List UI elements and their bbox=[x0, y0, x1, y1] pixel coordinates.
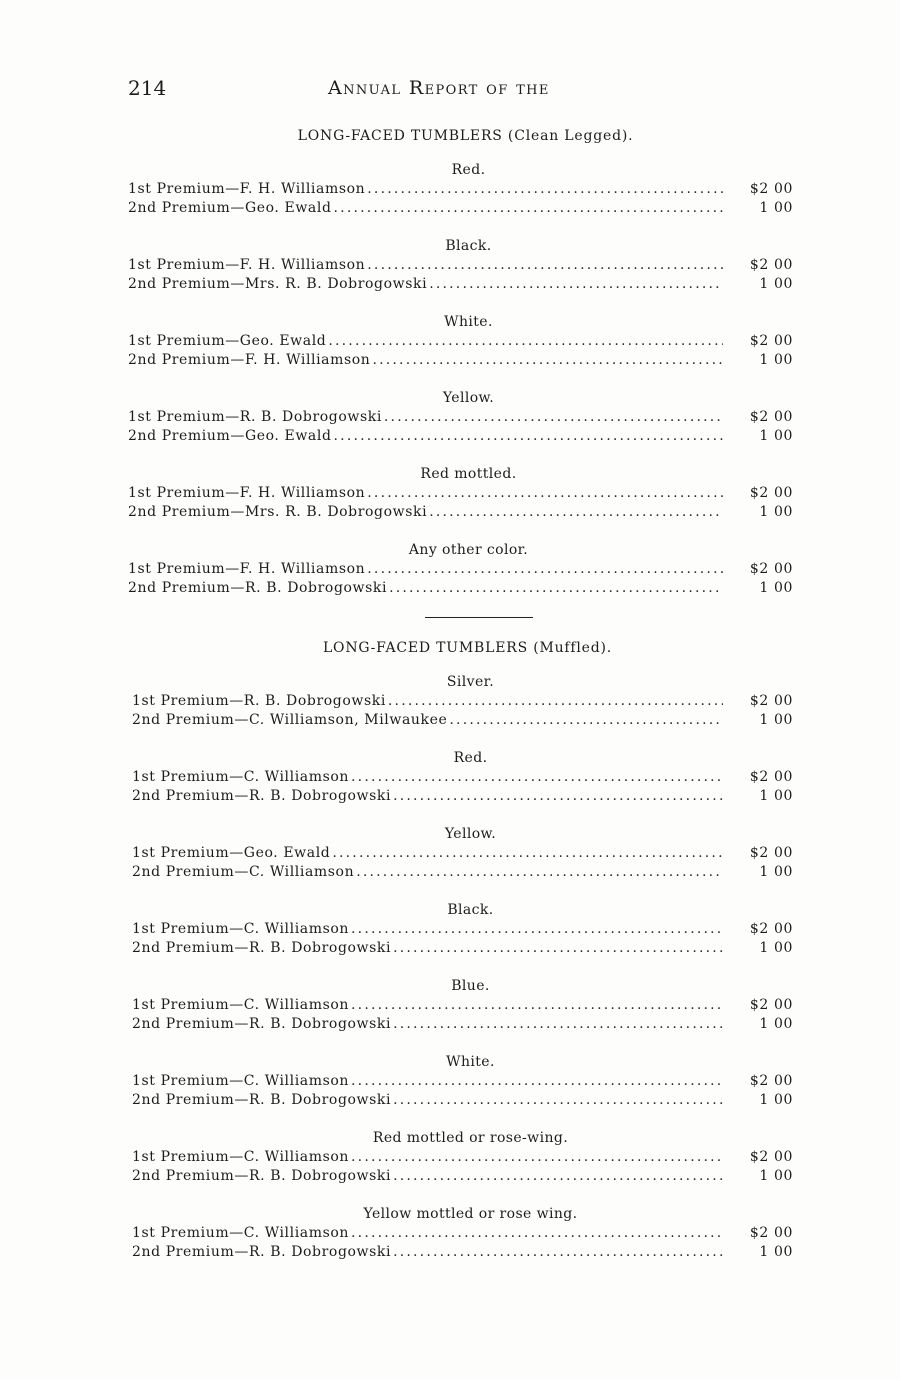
group-title: Yellow mottled or rose wing. bbox=[363, 1206, 578, 1222]
section-clean-legged bbox=[128, 128, 793, 598]
section-title: LONG-FACED TUMBLERS (Muffled). bbox=[322, 640, 613, 656]
dot-leader bbox=[328, 332, 723, 351]
premium-row bbox=[128, 351, 793, 370]
dot-leader bbox=[429, 275, 723, 294]
dot-leader bbox=[449, 711, 723, 730]
page-header bbox=[128, 76, 793, 102]
premium-amount: 1 00 bbox=[759, 352, 793, 368]
premium-amount: $2 00 bbox=[749, 333, 793, 349]
premium-row bbox=[132, 939, 793, 958]
premium-amount: $2 00 bbox=[749, 485, 793, 501]
report-page bbox=[128, 76, 793, 1281]
premium-amount: 1 00 bbox=[759, 1168, 793, 1184]
premium-label: 2nd Premium—C. Williamson bbox=[132, 864, 355, 880]
dot-leader bbox=[334, 199, 723, 218]
premium-label: 2nd Premium—Mrs. R. B. Dobrogowski bbox=[128, 276, 428, 292]
premium-amount: $2 00 bbox=[749, 561, 793, 577]
premium-amount: 1 00 bbox=[759, 276, 793, 292]
premium-row bbox=[128, 199, 793, 218]
premium-label: 1st Premium—F. H. Williamson bbox=[128, 257, 366, 273]
premium-amount: 1 00 bbox=[759, 712, 793, 728]
premium-amount: 1 00 bbox=[759, 788, 793, 804]
premium-row bbox=[132, 844, 793, 863]
dot-leader bbox=[334, 427, 723, 446]
premium-group bbox=[128, 465, 793, 522]
dot-leader bbox=[351, 996, 723, 1015]
premium-row bbox=[132, 692, 793, 711]
premium-row bbox=[132, 1091, 793, 1110]
premium-label: 1st Premium—R. B. Dobrogowski bbox=[132, 693, 386, 709]
dot-leader bbox=[388, 692, 723, 711]
premium-label: 1st Premium—Geo. Ewald bbox=[132, 845, 331, 861]
premium-amount: 1 00 bbox=[759, 1016, 793, 1032]
premium-amount: 1 00 bbox=[759, 580, 793, 596]
premium-label: 2nd Premium—R. B. Dobrogowski bbox=[128, 580, 388, 596]
dot-leader bbox=[351, 1148, 723, 1167]
premium-row bbox=[132, 1243, 793, 1262]
dot-leader bbox=[367, 180, 723, 199]
premium-amount: 1 00 bbox=[759, 1244, 793, 1260]
premium-label: 1st Premium—Geo. Ewald bbox=[128, 333, 327, 349]
dot-leader bbox=[332, 844, 723, 863]
dot-leader bbox=[367, 484, 723, 503]
premium-row bbox=[128, 503, 793, 522]
premium-amount: 1 00 bbox=[759, 200, 793, 216]
dot-leader bbox=[351, 768, 723, 787]
group-title: White. bbox=[444, 314, 493, 330]
group-title: Yellow. bbox=[442, 390, 495, 406]
premium-group bbox=[132, 1053, 793, 1110]
premium-group bbox=[128, 161, 793, 218]
premium-row bbox=[128, 408, 793, 427]
premium-label: 2nd Premium—R. B. Dobrogowski bbox=[132, 1092, 392, 1108]
dot-leader bbox=[393, 939, 723, 958]
dot-leader bbox=[372, 351, 723, 370]
premium-group bbox=[132, 825, 793, 882]
group-title: Red mottled. bbox=[420, 466, 517, 482]
premium-label: 1st Premium—F. H. Williamson bbox=[128, 561, 366, 577]
premium-row bbox=[132, 1148, 793, 1167]
premium-label: 1st Premium—C. Williamson bbox=[132, 997, 350, 1013]
premium-amount: 1 00 bbox=[759, 504, 793, 520]
dot-leader bbox=[393, 787, 723, 806]
group-title: Black. bbox=[445, 238, 492, 254]
premium-row bbox=[132, 996, 793, 1015]
premium-group bbox=[128, 389, 793, 446]
premium-label: 2nd Premium—R. B. Dobrogowski bbox=[132, 788, 392, 804]
premium-amount: 1 00 bbox=[759, 940, 793, 956]
premium-amount: $2 00 bbox=[749, 181, 793, 197]
dot-leader bbox=[351, 1224, 723, 1243]
premium-label: 2nd Premium—Geo. Ewald bbox=[128, 200, 332, 216]
dot-leader bbox=[389, 579, 723, 598]
premium-row bbox=[132, 1167, 793, 1186]
premium-group bbox=[128, 313, 793, 370]
premium-amount: 1 00 bbox=[759, 864, 793, 880]
premium-label: 1st Premium—C. Williamson bbox=[132, 921, 350, 937]
premium-label: 2nd Premium—R. B. Dobrogowski bbox=[132, 1244, 392, 1260]
premium-amount: $2 00 bbox=[749, 693, 793, 709]
premium-row bbox=[132, 1224, 793, 1243]
premium-row bbox=[132, 863, 793, 882]
section-divider bbox=[425, 617, 533, 618]
premium-row bbox=[128, 579, 793, 598]
premium-label: 1st Premium—C. Williamson bbox=[132, 1073, 350, 1089]
premium-group bbox=[132, 1129, 793, 1186]
group-title: White. bbox=[446, 1054, 495, 1070]
premium-label: 2nd Premium—Mrs. R. B. Dobrogowski bbox=[128, 504, 428, 520]
running-head: Annual Report of the bbox=[328, 77, 550, 99]
premium-row bbox=[128, 180, 793, 199]
premium-label: 1st Premium—R. B. Dobrogowski bbox=[128, 409, 382, 425]
premium-groups bbox=[132, 673, 793, 1262]
premium-amount: $2 00 bbox=[749, 257, 793, 273]
premium-label: 2nd Premium—R. B. Dobrogowski bbox=[132, 1016, 392, 1032]
premium-label: 1st Premium—F. H. Williamson bbox=[128, 181, 366, 197]
dot-leader bbox=[356, 863, 723, 882]
premium-amount: $2 00 bbox=[749, 409, 793, 425]
premium-label: 2nd Premium—R. B. Dobrogowski bbox=[132, 1168, 392, 1184]
premium-row bbox=[132, 768, 793, 787]
premium-label: 1st Premium—F. H. Williamson bbox=[128, 485, 366, 501]
premium-row bbox=[132, 711, 793, 730]
premium-label: 2nd Premium—R. B. Dobrogowski bbox=[132, 940, 392, 956]
premium-group bbox=[132, 1205, 793, 1262]
premium-group bbox=[128, 541, 793, 598]
premium-groups bbox=[128, 161, 793, 598]
premium-amount: $2 00 bbox=[749, 921, 793, 937]
group-title: Silver. bbox=[446, 674, 495, 690]
premium-row bbox=[132, 1015, 793, 1034]
premium-amount: $2 00 bbox=[749, 1149, 793, 1165]
section-muffled bbox=[132, 640, 793, 1262]
group-title: Red. bbox=[451, 162, 486, 178]
premium-row bbox=[128, 256, 793, 275]
premium-amount: 1 00 bbox=[759, 1092, 793, 1108]
dot-leader bbox=[429, 503, 723, 522]
dot-leader bbox=[384, 408, 723, 427]
premium-row bbox=[132, 920, 793, 939]
group-title: Blue. bbox=[451, 978, 490, 994]
premium-group bbox=[132, 901, 793, 958]
premium-group bbox=[132, 749, 793, 806]
premium-label: 1st Premium—C. Williamson bbox=[132, 1149, 350, 1165]
premium-row bbox=[128, 484, 793, 503]
premium-amount: $2 00 bbox=[749, 1073, 793, 1089]
premium-label: 2nd Premium—F. H. Williamson bbox=[128, 352, 371, 368]
premium-label: 2nd Premium—C. Williamson, Milwaukee bbox=[132, 712, 448, 728]
page-number: 214 bbox=[128, 76, 167, 100]
dot-leader bbox=[393, 1091, 723, 1110]
group-title: Black. bbox=[447, 902, 494, 918]
premium-row bbox=[132, 787, 793, 806]
premium-row bbox=[128, 332, 793, 351]
dot-leader bbox=[351, 1072, 723, 1091]
premium-group bbox=[128, 237, 793, 294]
group-title: Red mottled or rose-wing. bbox=[372, 1130, 569, 1146]
premium-amount: $2 00 bbox=[749, 1225, 793, 1241]
premium-amount: $2 00 bbox=[749, 997, 793, 1013]
group-title: Any other color. bbox=[408, 542, 529, 558]
dot-leader bbox=[393, 1167, 723, 1186]
premium-amount: 1 00 bbox=[759, 428, 793, 444]
premium-amount: $2 00 bbox=[749, 769, 793, 785]
premium-group bbox=[132, 673, 793, 730]
dot-leader bbox=[351, 920, 723, 939]
dot-leader bbox=[393, 1243, 723, 1262]
section-title: LONG-FACED TUMBLERS (Clean Legged). bbox=[297, 128, 634, 144]
premium-row bbox=[128, 275, 793, 294]
premium-row bbox=[128, 560, 793, 579]
group-title: Yellow. bbox=[444, 826, 497, 842]
dot-leader bbox=[367, 256, 723, 275]
dot-leader bbox=[393, 1015, 723, 1034]
group-title: Red. bbox=[453, 750, 488, 766]
premium-row bbox=[128, 427, 793, 446]
premium-row bbox=[132, 1072, 793, 1091]
premium-group bbox=[132, 977, 793, 1034]
premium-amount: $2 00 bbox=[749, 845, 793, 861]
premium-label: 1st Premium—C. Williamson bbox=[132, 1225, 350, 1241]
premium-label: 1st Premium—C. Williamson bbox=[132, 769, 350, 785]
premium-label: 2nd Premium—Geo. Ewald bbox=[128, 428, 332, 444]
dot-leader bbox=[367, 560, 723, 579]
